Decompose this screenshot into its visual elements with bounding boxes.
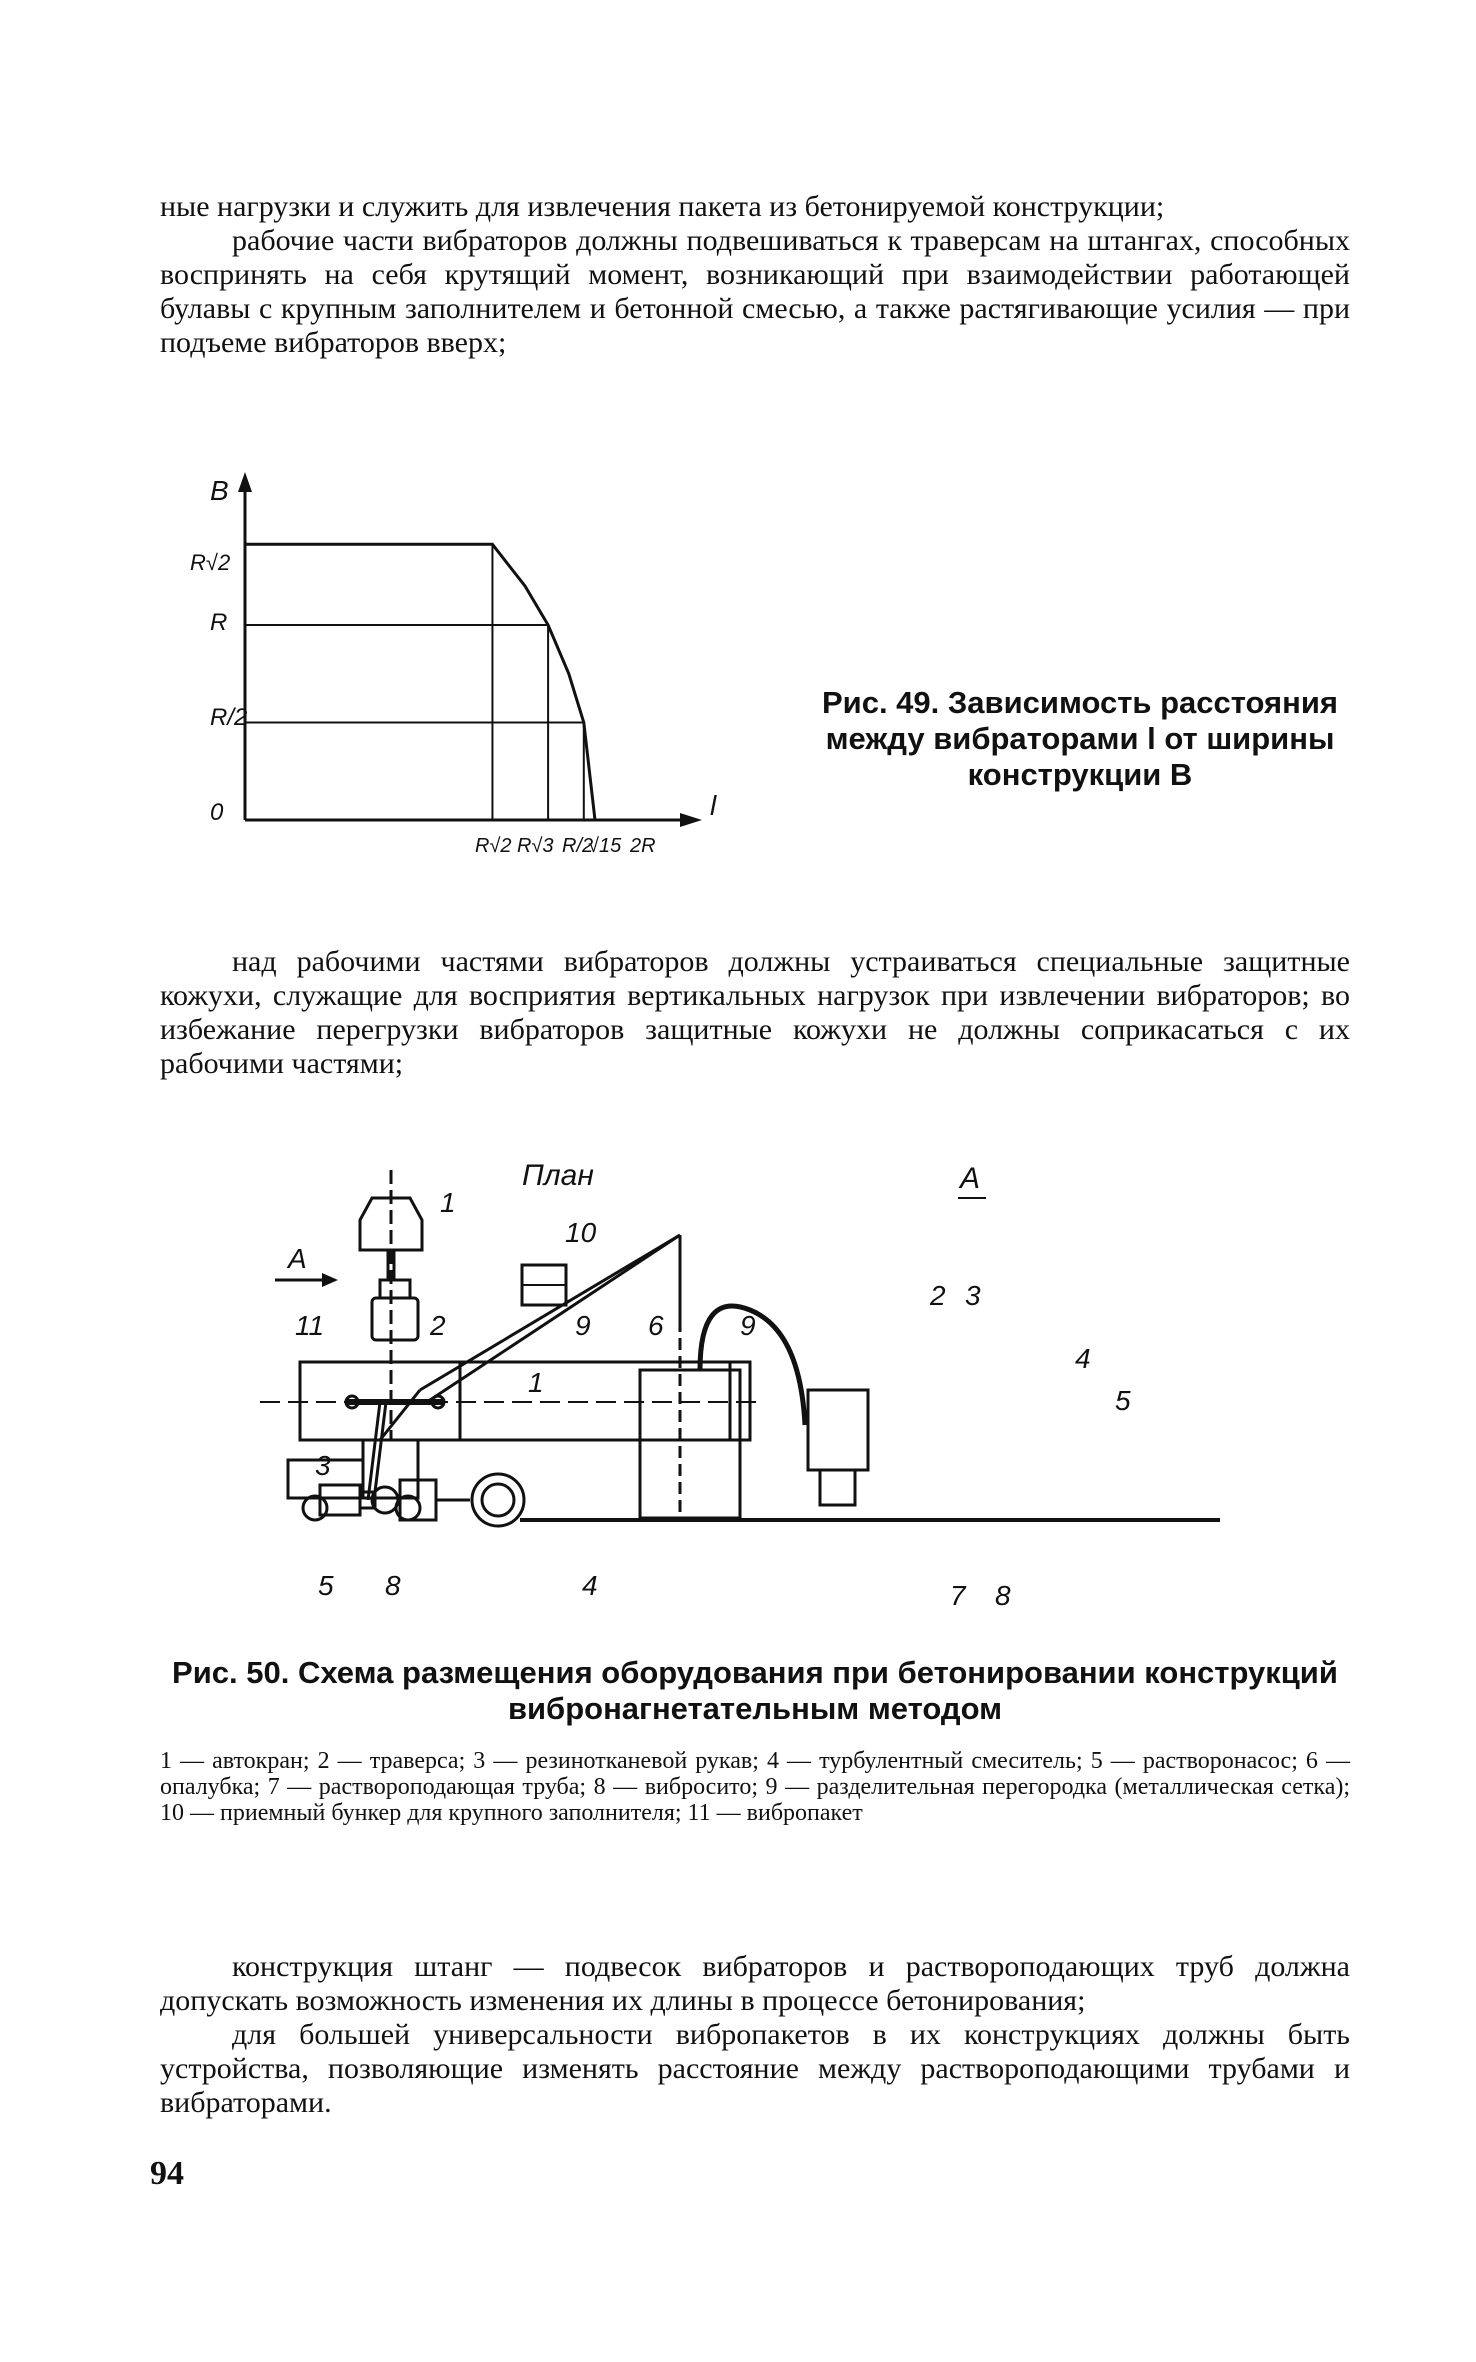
figure-49-chart (190, 470, 730, 890)
paragraph-rod-design: конструкция штанг — подвесок вибраторов и раствороподающих труб должна допускать возможность изменения их длины в процессе бетонирования; (160, 1950, 1350, 2017)
section-number: 2 (930, 1280, 946, 1311)
y-tick-label: R/2 (210, 704, 248, 731)
x-tick-label: 2R (630, 835, 656, 857)
plan-number: 8 (385, 1570, 401, 1601)
x-tick-label: R/2 (562, 835, 594, 857)
arrow-a-label: А (288, 1243, 307, 1274)
plan-number: 9 (575, 1310, 591, 1341)
x-tick-label: R√2 (475, 835, 512, 857)
crane-truck (372, 1298, 418, 1340)
figure-49-caption: Рис. 49. Зависимость расстояния между вибраторами l от ширины конструкции B (821, 685, 1339, 792)
figure-50-caption: Рис. 50. Схема размещения оборудования при бетонировании конструкций вибронагнетательным методом (172, 1655, 1338, 1726)
y-tick-label: R√2 (190, 550, 231, 575)
plan-number: 2 (430, 1310, 446, 1341)
plan-number: 9 (740, 1310, 756, 1341)
paragraph-continuation: ные нагрузки и служить для извлечения пакета из бетонируемой конструкции; (160, 190, 1165, 223)
y-tick-label: R (210, 609, 228, 636)
plan-number: 11 (295, 1310, 325, 1341)
crane-base (380, 1280, 410, 1298)
formwork-plan (260, 1362, 760, 1500)
plan-number: 5 (318, 1570, 334, 1601)
bottom-text (160, 1950, 1350, 2120)
section-number: 4 (1075, 1343, 1091, 1374)
section-number: 8 (995, 1580, 1011, 1611)
page-number: 94 (150, 2155, 184, 2192)
paragraph-universality: для большей универсальности вибропакетов в их конструкциях должны быть устройства, позволяющие изменять расстояние между раствороподающими трубами и вибраторами. (160, 2018, 1350, 2119)
x-tick-label: R√3 (517, 835, 554, 857)
plan-number: 6 (648, 1310, 664, 1341)
x-tick-label: √15 (588, 835, 622, 857)
section-number: 5 (1115, 1385, 1131, 1416)
paragraph-protective-covers: над рабочими частями вибраторов должны устраиваться специальные защитные кожухи, служащие для восприятия вертикальных нагрузок при извлечении вибраторов; во избежание перегрузки вибраторов защитные кожухи не должны соприкасаться с их рабочими частями; (160, 945, 1350, 1080)
x-axis-label: l (710, 790, 717, 821)
y-axis-label: B (210, 475, 229, 506)
section-number: 3 (965, 1280, 981, 1311)
top-text (160, 190, 1350, 360)
x-axis-arrow (680, 813, 702, 827)
chart-curve (245, 544, 595, 820)
plan-number: 4 (582, 1570, 598, 1601)
section-number: 1 (528, 1367, 544, 1398)
section-label: А (960, 1162, 981, 1195)
y-tick-label: 0 (210, 799, 224, 826)
y-axis-arrow (238, 472, 252, 492)
paragraph-vibrator-suspension: рабочие части вибраторов должны подвешиваться к траверсам на штангах, способных воспринять на себя крутящий момент, возникающий при взаимодействии работающей булавы с крупным заполнителем и бетонной смесью, а также растягивающие усилия — при подъеме вибраторов вверх; (160, 224, 1350, 359)
plan-label: План (522, 1159, 594, 1192)
plan-number: 10 (565, 1217, 597, 1248)
plan-number: 1 (440, 1187, 456, 1218)
figure-50-schematic (260, 1140, 1240, 1630)
middle-text (160, 945, 1350, 1081)
section-number: 7 (950, 1580, 966, 1611)
plan-number: 3 (315, 1450, 331, 1481)
figure-50-legend: 1 — автокран; 2 — траверса; 3 — резинотканевой рукав; 4 — турбулентный смеситель; 5 — растворонасос; 6 — опалубка; 7 — раствороподающая труба; 8 — вибросито; 9 — разделительная перегородка (металлическая сетка); 10 — приемный бункер для крупного заполнителя; 11 — вибропакет (160, 1748, 1350, 1826)
pump-and-mixer (320, 1474, 524, 1526)
